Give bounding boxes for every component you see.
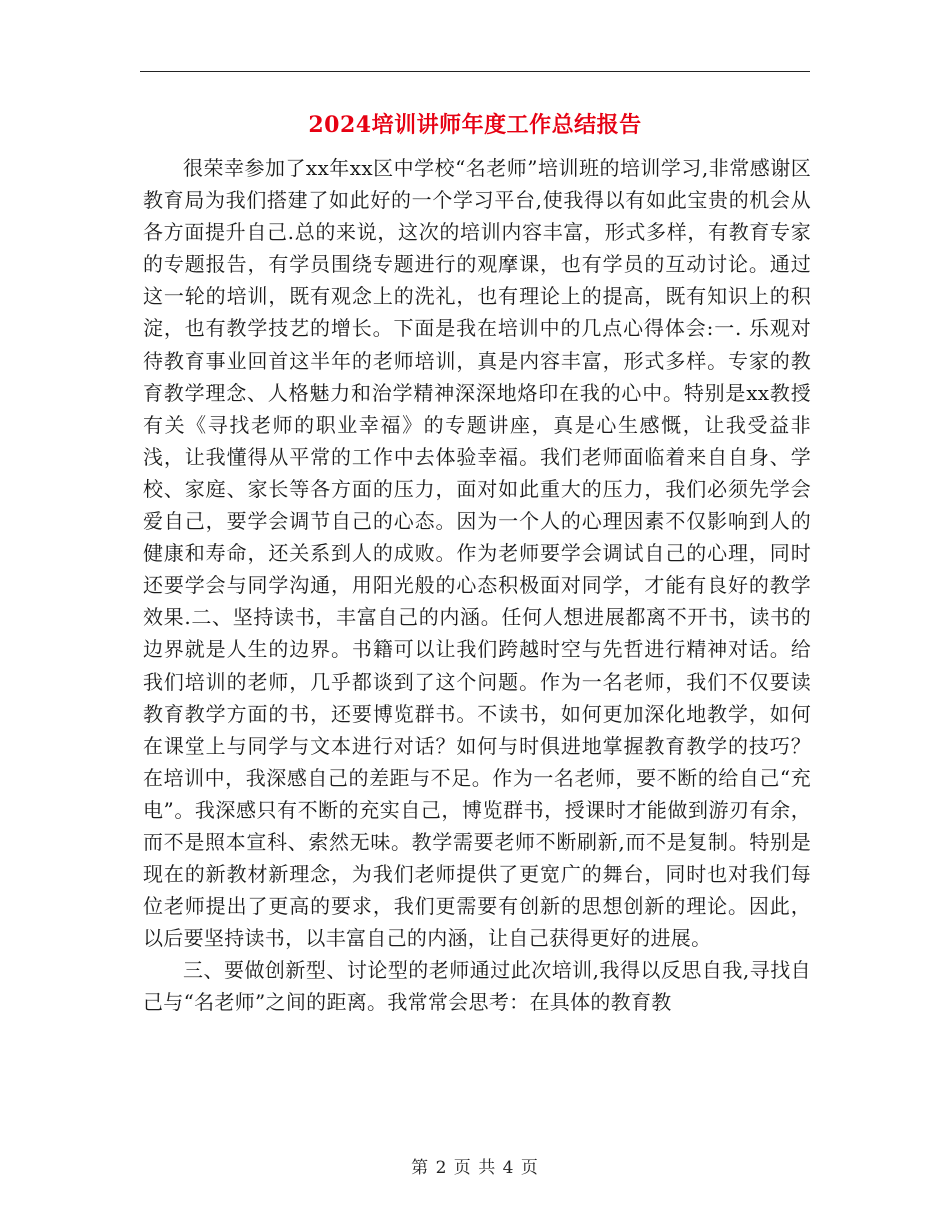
header-rule <box>140 71 810 72</box>
paragraph-2: 三、要做创新型、讨论型的老师通过此次培训,我得以反思自我,寻找自己与“名老师”之间的距离。我常常会思考：在具体的教育教 <box>143 958 811 1015</box>
paragraph-1: 很荣幸参加了xx年xx区中学校“名老师”培训班的培训学习,非常感谢区教育局为我们搭建了如此好的一个学习平台,使我得以有如此宝贵的机会从各方面提升自己.总的来说，这次的培训内容丰富，形式多样，有教育专家的专题报告，有学员围绕专题进行的观摩课，也有学员的互动讨论。通过这一轮的培训，既有观念上的洗礼，也有理论上的提高，既有知识上的积淀，也有教学技艺的增长。下面是我在培训中的几点心得体会:一. 乐观对待教育事业回首这半年的老师培训，真是内容丰富，形式多样。专家的教育教学理念、人格魅力和治学精神深深地烙印在我的心中。特别是xx教授有关《寻找老师的职业幸福》的专题讲座，真是心生感慨，让我受益非浅，让我懂得从平常的工作中去体验幸福。我们老师面临着来自自身、学校、家庭、家长等各方面的压力，面对如此重大的压力，我们必须先学会爱自己，要学会调节自己的心态。因为一个人的心理因素不仅影响到人的健康和寿命，还关系到人的成败。作为老师要学会调试自己的心理，同时还要学会与同学沟通，用阳光般的心态积极面对同学，才能有良好的教学效果.二、坚持读书，丰富自己的内涵。任何人想进展都离不开书，读书的边界就是人生的边界。书籍可以让我们跨越时空与先哲进行精神对话。给我们培训的老师，几乎都谈到了这个问题。作为一名老师，我们不仅要读教育教学方面的书，还要博览群书。不读书，如何更加深化地教学，如何在课堂上与同学与文本进行对话？如何与时俱进地掌握教育教学的技巧？在培训中，我深感自己的差距与不足。作为一名老师，要不断的给自己“充电”。我深感只有不断的充实自己，博览群书，授课时才能做到游刃有余，而不是照本宣科、索然无味。教学需要老师不断刷新,而不是复制。特别是现在的新教材新理念，为我们老师提供了更宽广的舞台，同时也对我们每位老师提出了更高的要求，我们更需要有创新的思想创新的理论。因此，以后要坚持读书，以丰富自己的内涵，让自己获得更好的进展。 <box>143 156 811 951</box>
document-title: 2024培训讲师年度工作总结报告 <box>308 112 642 138</box>
page-footer: 第 2 页 共 4 页 <box>411 1158 539 1178</box>
document-body <box>143 152 811 1019</box>
